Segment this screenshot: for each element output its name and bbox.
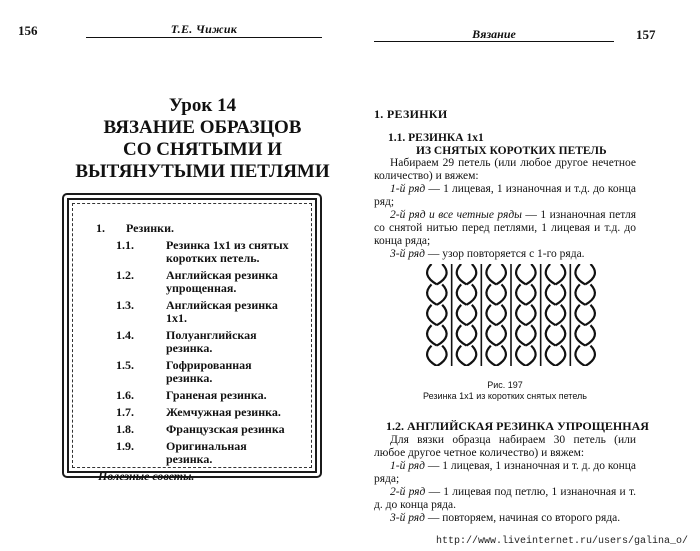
stitch-loop — [437, 284, 447, 304]
stitch-loop — [496, 346, 506, 366]
stitch-loop — [546, 325, 556, 345]
stitch-loop — [556, 264, 566, 284]
toc-item-text: Английская резинка 1х1. — [166, 298, 278, 325]
running-header-left: Т.Е. Чижик — [170, 22, 238, 36]
stitch-loop — [526, 305, 536, 325]
stitch-loop — [526, 284, 536, 304]
toc-item-text: Резинки. — [126, 221, 174, 235]
stitch-loop — [575, 264, 585, 284]
stitch-loop — [575, 325, 585, 345]
row-text: — узор повторяется с 1-го ряда. — [424, 248, 585, 260]
stitch-loop — [467, 264, 477, 284]
subsection-heading-1-2: 1.2. АНГЛИЙСКАЯ РЕЗИНКА УПРОЩЕННАЯ — [386, 419, 649, 433]
stitch-loop — [575, 346, 585, 366]
page-number-right: 157 — [636, 27, 656, 42]
stitch-loop — [585, 325, 595, 345]
stitch-loop — [486, 346, 496, 366]
toc-item-text: Граненая резинка. — [166, 388, 267, 402]
stitch-loop — [467, 305, 477, 325]
toc-item-number: 1.7. — [116, 405, 134, 419]
stitch-loop — [486, 284, 496, 304]
stitch-loop — [556, 325, 566, 345]
stitch-loop — [575, 305, 585, 325]
stitch-loop — [486, 325, 496, 345]
subsection-heading-1-1-line2: ИЗ СНЯТЫХ КОРОТКИХ ПЕТЕЛЬ — [416, 145, 607, 157]
figure-number: Рис. 197 — [487, 380, 523, 390]
stitch-loop — [437, 346, 447, 366]
row-text: — 1 изнаночная петля со снятой нитью перед петлями, 1 лицевая и т.д. до конца ряда; — [374, 209, 637, 247]
stitch-loop — [427, 305, 437, 325]
lesson-title-line: СО СНЯТЫМИ И — [122, 138, 283, 160]
row-instruction — [374, 460, 636, 486]
toc-item — [96, 440, 296, 466]
row-text: — повторяем, начиная со второго ряда. — [424, 512, 621, 524]
toc-item-text: Жемчужная резинка. — [166, 405, 281, 419]
stitch-loop — [585, 305, 595, 325]
stitch-loop — [457, 325, 467, 345]
stitch-loop — [437, 264, 447, 284]
stitch-loop — [585, 284, 595, 304]
stitch-loop — [556, 346, 566, 366]
stitch-loop — [457, 264, 467, 284]
stitch-loop — [585, 346, 595, 366]
instructions-1-1 — [374, 157, 636, 261]
toc-item — [96, 389, 296, 402]
stitch-loop — [516, 284, 526, 304]
stitch-loop — [516, 346, 526, 366]
toc-list — [96, 222, 296, 466]
stitch-loop — [437, 305, 447, 325]
toc-item-number: 1.4. — [116, 328, 134, 342]
stitch-loop — [585, 264, 595, 284]
stitch-loop — [457, 305, 467, 325]
stitch-loop — [556, 284, 566, 304]
stitch-loop — [546, 284, 556, 304]
stitch-loop — [486, 264, 496, 284]
stitch-loop — [496, 325, 506, 345]
row-instruction — [374, 183, 636, 209]
watermark-url[interactable]: http://www.liveinternet.ru/users/galina_o/ — [436, 536, 689, 547]
lesson-title-line: Урок 14 — [168, 95, 237, 116]
row-label: 2-й ряд — [390, 486, 426, 498]
toc-item — [96, 239, 296, 265]
row-label: 1-й ряд — [390, 460, 425, 472]
toc-item-text: Полуанглийская резинка. — [166, 328, 257, 355]
toc-item — [96, 299, 296, 325]
stitch-loop — [556, 305, 566, 325]
row-label: 1-й ряд — [390, 183, 426, 195]
stitch-loop — [427, 325, 437, 345]
running-header-right: Вязание — [472, 27, 516, 41]
stitch-loop — [546, 346, 556, 366]
row-instruction — [374, 512, 636, 525]
stitch-loop — [526, 325, 536, 345]
stitch-loop — [526, 346, 536, 366]
stitch-loop — [427, 264, 437, 284]
stitch-loop — [437, 325, 447, 345]
stitch-loop — [516, 305, 526, 325]
row-instruction — [374, 486, 636, 512]
toc-item-number: 1.9. — [116, 439, 134, 453]
toc-item-number: 1.3. — [116, 298, 134, 312]
paragraph: Набираем 29 петель (или любое другое нечетное количество) и вяжем: — [374, 157, 636, 182]
toc-item-number: 1.8. — [116, 422, 134, 436]
stitch-loop — [516, 325, 526, 345]
header-rule-left — [86, 37, 322, 38]
stitch-loop — [486, 305, 496, 325]
subsection-heading-1-1: 1.1. РЕЗИНКА 1х1 — [388, 132, 484, 144]
stitch-loop — [467, 325, 477, 345]
toc-item-text: Оригинальная резинка. — [166, 439, 247, 466]
toc-item-text: Гофрированная резинка. — [166, 358, 252, 385]
lesson-title — [60, 95, 345, 182]
stitch-loop — [467, 284, 477, 304]
stitch-loop — [496, 305, 506, 325]
stitch-loop — [427, 346, 437, 366]
row-instructions — [374, 460, 636, 525]
row-label: 2-й ряд и все четные ряды — [390, 209, 522, 221]
stitch-loop — [516, 264, 526, 284]
toc-item-number: 1.5. — [116, 358, 134, 372]
stitch-loop — [546, 305, 556, 325]
stitch-loop — [546, 264, 556, 284]
toc-item — [96, 359, 296, 385]
row-instructions — [374, 183, 636, 261]
toc-item-number: 1.1. — [116, 238, 134, 252]
stitch-loop — [575, 284, 585, 304]
row-text: — 1 лицевая под петлю, 1 изнаночная и т. д. до конца ряда. — [374, 486, 636, 511]
section-heading: 1. РЕЗИНКИ — [374, 107, 448, 121]
stitch-loop — [526, 264, 536, 284]
row-text: — 1 лицевая, 1 изнаночная и т. д. до конца ряда; — [374, 460, 636, 485]
instructions-1-2 — [374, 434, 636, 525]
page-number-left: 156 — [18, 23, 38, 38]
table-of-contents — [96, 222, 296, 483]
toc-item — [96, 222, 296, 235]
toc-item — [96, 329, 296, 355]
stitch-loop — [427, 284, 437, 304]
toc-item — [96, 406, 296, 419]
paragraph: Для вязки образца набираем 30 петель (или любое другое четное количество) и вяжем: — [374, 434, 636, 459]
toc-item-text: Французская резинка — [166, 422, 285, 436]
toc-item-number: 1. — [96, 221, 105, 235]
row-label: 3-й ряд — [390, 248, 425, 260]
stitch-loop — [496, 264, 506, 284]
lesson-title-line: ВЯЗАНИЕ ОБРАЗЦОВ — [103, 116, 302, 138]
toc-item — [96, 423, 296, 436]
stitch-loop — [457, 284, 467, 304]
row-text: — 1 лицевая, 1 изнаночная и т.д. до конца ряд; — [374, 183, 637, 208]
lesson-title-line: ВЫТЯНУТЫМИ ПЕТЛЯМИ — [75, 160, 330, 182]
toc-item — [96, 269, 296, 295]
row-label: 3-й ряд — [390, 512, 425, 524]
knitting-pattern-figure — [422, 264, 600, 366]
stitch-loop — [467, 346, 477, 366]
stitch-loop — [457, 346, 467, 366]
row-instruction — [374, 209, 636, 248]
toc-item-number: 1.6. — [116, 388, 134, 402]
header-rule-right — [374, 41, 614, 42]
toc-tips: Полезные советы. — [98, 469, 195, 483]
figure-caption: Резинка 1х1 из коротких снятых петель — [423, 391, 587, 401]
toc-item-text: Английская резинка упрощенная. — [166, 268, 278, 295]
toc-item-number: 1.2. — [116, 268, 134, 282]
row-instruction — [374, 248, 636, 261]
stitch-loop — [496, 284, 506, 304]
toc-item-text: Резинка 1х1 из снятых коротких петель. — [166, 238, 289, 265]
